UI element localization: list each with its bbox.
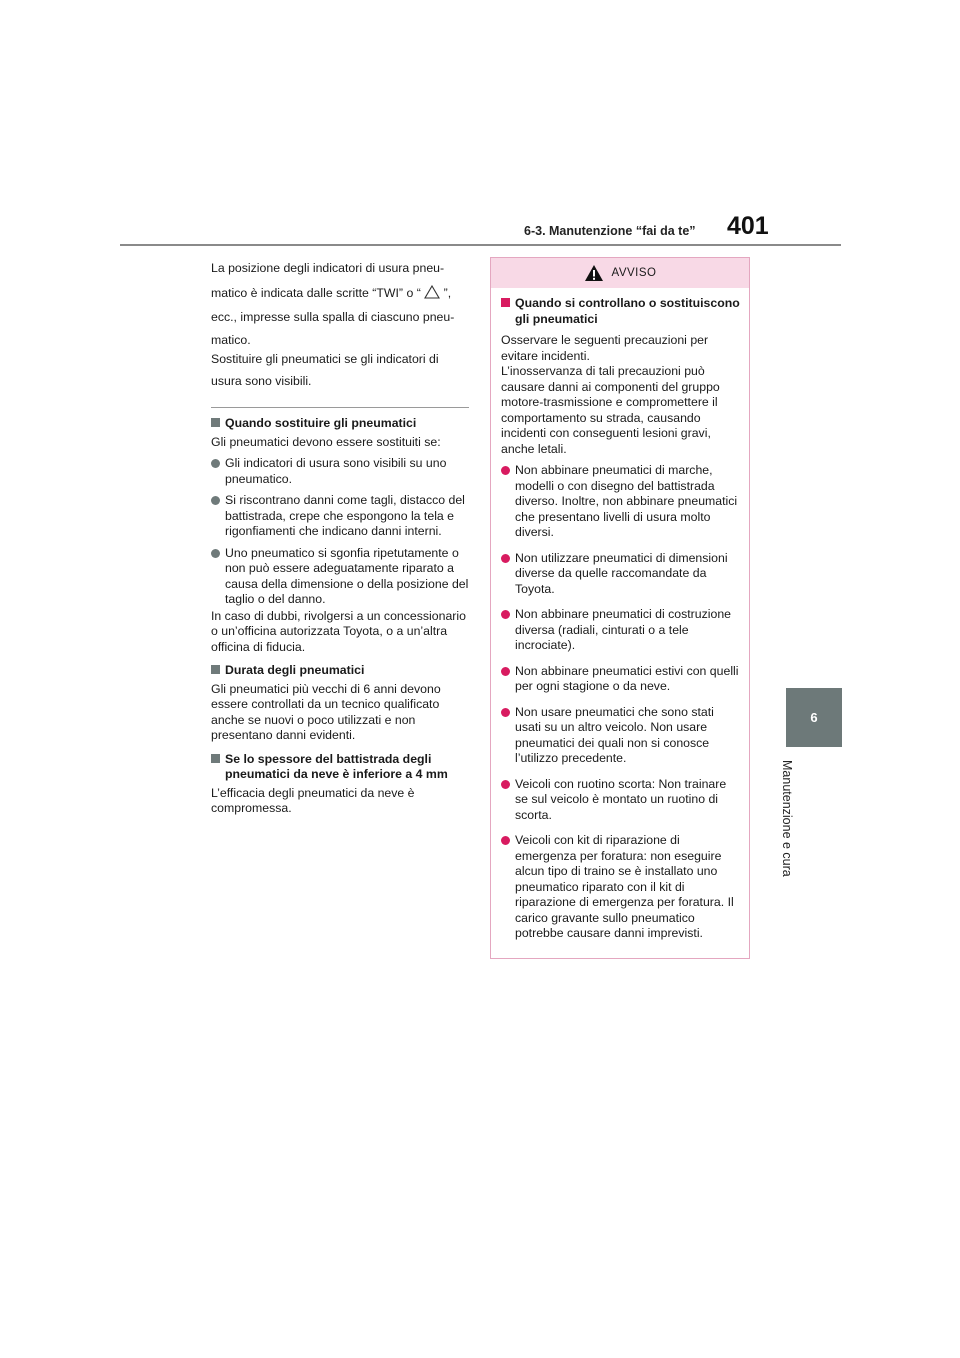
chapter-tab-label: Manutenzione e cura bbox=[780, 760, 794, 877]
divider bbox=[211, 407, 469, 408]
round-bullet-icon bbox=[211, 496, 220, 505]
round-bullet-icon bbox=[501, 466, 510, 475]
square-bullet-icon bbox=[211, 418, 220, 427]
left-column bbox=[211, 256, 469, 817]
warning-subheading: Quando si controllano o sostituiscono gli pneumatici bbox=[501, 296, 741, 327]
square-bullet-icon bbox=[501, 298, 510, 307]
section-text: In caso di dubbi, rivolgersi a un concessionario o un’officina autorizzata Toyota, o a un’altra officina di fiducia. bbox=[211, 608, 466, 654]
intro bbox=[211, 256, 469, 393]
list-item: Gli indicatori di usura sono visibili su uno pneumatico. bbox=[211, 456, 469, 487]
warning-list-item: Non abbinare pneumatici estivi con quelli per ogni stagione o da neve. bbox=[501, 664, 741, 695]
list-item: Si riscontrano danni come tagli, distacco del battistrada, crepe che espongono la tela e rigonfiamenti che indicano danni interni. bbox=[211, 493, 469, 540]
round-bullet-icon bbox=[501, 780, 510, 789]
section-heading: Durata degli pneumatici bbox=[211, 663, 469, 679]
section-heading: Quando sostituire gli pneumatici bbox=[211, 416, 469, 432]
intro-line: matico. bbox=[211, 332, 251, 347]
warning-triangle-icon bbox=[584, 264, 604, 282]
warning-list-item: Non utilizzare pneumatici di dimensioni diverse da quelle raccomandate da Toyota. bbox=[501, 551, 741, 598]
header-rule bbox=[120, 244, 841, 246]
warning-header bbox=[491, 258, 749, 288]
round-bullet-icon bbox=[501, 667, 510, 676]
round-bullet-icon bbox=[501, 554, 510, 563]
tread-wear-triangle-icon bbox=[424, 285, 440, 299]
chapter-tab[interactable]: 6 bbox=[786, 688, 842, 747]
chapter-tab-label-wrap bbox=[780, 760, 804, 900]
intro-line: ecc., impresse sulla spalla di ciascuno pneu- bbox=[211, 310, 455, 324]
section-text: Gli pneumatici devono essere sostituiti se: bbox=[211, 434, 441, 449]
intro-line-part: matico è indicata dalle scritte “TWI” o “ bbox=[211, 285, 421, 300]
intro-line: usura sono visibili. bbox=[211, 373, 312, 388]
warning-title: AVVISO bbox=[611, 267, 657, 279]
round-bullet-icon bbox=[211, 549, 220, 558]
intro-line: La posizione degli indicatori di usura pneu- bbox=[211, 261, 445, 275]
section-text: Gli pneumatici più vecchi di 6 anni devono essere controllati da un tecnico qualificato anche se nuovi o poco utilizzati e non presentano danni evidenti. bbox=[211, 681, 441, 742]
section-heading: Se lo spessore del battistrada degli pneumatici da neve è inferiore a 4 mm bbox=[211, 752, 469, 783]
warning-list-item: Non abbinare pneumatici di costruzione diversa (radiali, cinturati o a tele incrociate). bbox=[501, 607, 741, 654]
section-text: L’efficacia degli pneumatici da neve è compromessa. bbox=[211, 785, 415, 815]
warning-text: L’inosservanza di tali precauzioni può causare danni ai componenti del gruppo motore-trasmissione e compromettere il comportamento su strada, causando incidenti con conseguenti lesioni gravi, anche letali. bbox=[501, 364, 720, 456]
intro-line: Sostituire gli pneumatici se gli indicatori di bbox=[211, 351, 439, 366]
round-bullet-icon bbox=[211, 459, 220, 468]
warning-list-item: Non abbinare pneumatici di marche, modelli o con disegno del battistrada diverso. Inoltre, non abbinare pneumatici che presentano livelli di usura molto diversi. bbox=[501, 463, 741, 541]
round-bullet-icon bbox=[501, 836, 510, 845]
warning-text: Osservare le seguenti precauzioni per evitare incidenti. bbox=[501, 333, 709, 363]
round-bullet-icon bbox=[501, 610, 510, 619]
warning-list-item: Veicoli con ruotino scorta: Non trainare se sul veicolo è montato un ruotino di scorta. bbox=[501, 777, 741, 824]
list-item: Uno pneumatico si sgonfia ripetutamente o non può essere adeguatamente riparato a causa della dimensione o della posizione del taglio o del danno. bbox=[211, 546, 469, 608]
section-title: 6-3. Manutenzione “fai da te” bbox=[524, 224, 696, 238]
warning-box bbox=[490, 257, 750, 959]
warning-list-item: Non usare pneumatici che sono stati usati su un altro veicolo. Non usare pneumatici dei quali non si conosce l’utilizzo precedente. bbox=[501, 705, 741, 767]
intro-line-part: ”, bbox=[443, 285, 452, 300]
warning-list-item: Veicoli con kit di riparazione di emergenza per foratura: non eseguire alcun tipo di traino se è installato uno pneumatico riparato con il kit di riparazione di emergenza per foratura. Il carico gravante sullo pneumatico potrebbe causare danni imprevisti. bbox=[501, 833, 741, 942]
round-bullet-icon bbox=[501, 708, 510, 717]
square-bullet-icon bbox=[211, 665, 220, 674]
warning-body bbox=[491, 288, 749, 942]
intro-line-with-symbol bbox=[211, 281, 469, 306]
square-bullet-icon bbox=[211, 754, 220, 763]
page-number: 401 bbox=[727, 212, 769, 240]
